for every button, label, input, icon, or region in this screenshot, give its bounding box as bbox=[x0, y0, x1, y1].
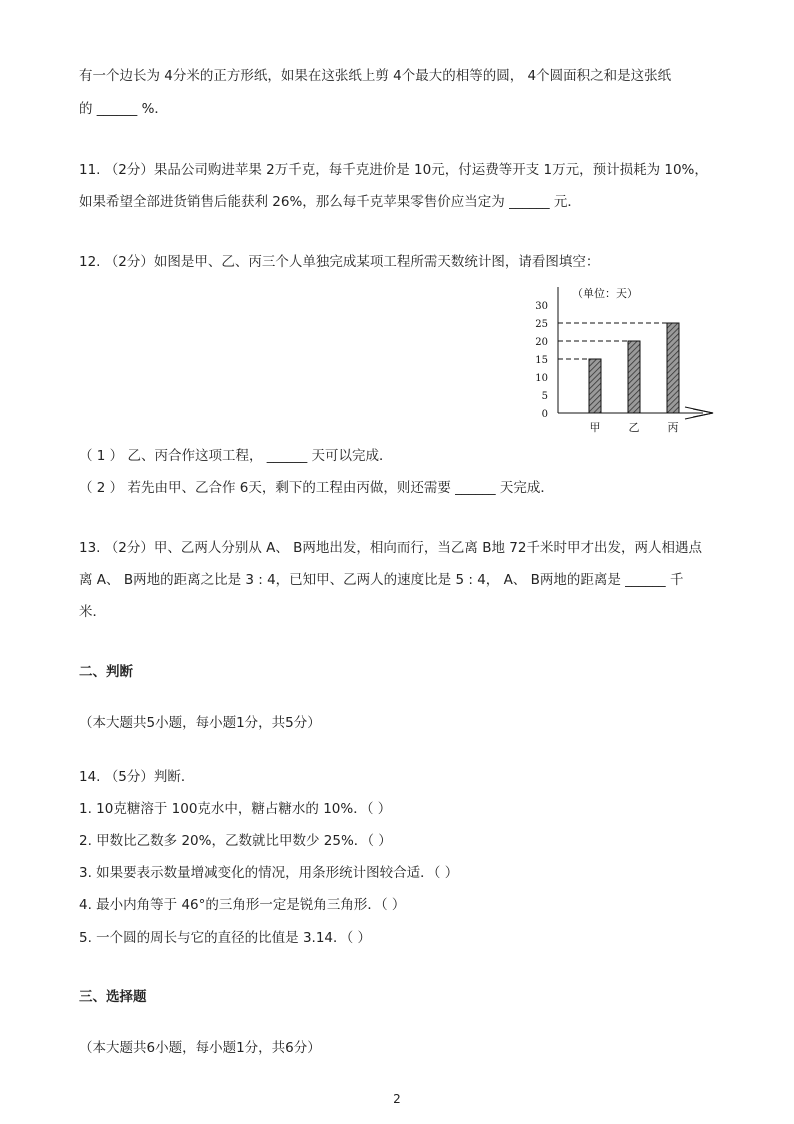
q12-line1: 12. （2分）如图是甲、乙、丙三个人单独完成某项工程所需天数统计图，请看图填空： bbox=[79, 254, 600, 270]
section3-note: （本大题共6小题，每小题1分，共6分） bbox=[79, 1040, 321, 1056]
y-tick-label: 20 bbox=[535, 337, 548, 348]
y-tick-label: 15 bbox=[535, 355, 548, 366]
y-tick-label: 30 bbox=[535, 301, 548, 312]
q11-line2: 如果希望全部进货销售后能获利 26%，那么每千克苹果零售价应当定为 ______ 元． bbox=[79, 194, 581, 210]
q10-line1: 有一个边长为 4分米的正方形纸，如果在这张纸上剪 4个最大的相等的圆， 4个圆面积之和是这张纸 bbox=[79, 68, 672, 84]
x-category-label: 甲 bbox=[589, 421, 601, 434]
bar-甲 bbox=[589, 359, 601, 413]
bar-丙 bbox=[667, 323, 679, 413]
q13-line1: 13. （2分）甲、乙两人分别从 A、 B两地出发，相向而行，当乙离 B地 72千米时甲才出发，两人相遇点 bbox=[79, 540, 702, 556]
section2-note: （本大题共5小题，每小题1分，共5分） bbox=[79, 715, 321, 731]
q14-item-1: 1. 10克糖溶于 100克水中，糖占糖水的 10%．（ ） bbox=[79, 801, 392, 817]
q11-line1: 11. （2分）果品公司购进苹果 2万千克，每千克进价是 10元，付运费等开支 1万元，预计损耗为 10%， bbox=[79, 162, 708, 178]
bar-乙 bbox=[628, 341, 640, 413]
q14-item-2: 2. 甲数比乙数多 20%，乙数就比甲数少 25%．（ ） bbox=[79, 833, 392, 849]
q14-item-4: 4. 最小内角等于 46°的三角形一定是锐角三角形．（ ） bbox=[79, 897, 406, 913]
x-category-label: 乙 bbox=[628, 421, 640, 434]
q12-sub2: （ 2 ） 若先由甲、乙合作 6天，剩下的工程由丙做，则还需要 ______ 天完成． bbox=[79, 480, 554, 496]
y-tick-label: 5 bbox=[541, 391, 548, 402]
q14-item-5: 5. 一个圆的周长与它的直径的比值是 3.14．（ ） bbox=[79, 930, 372, 946]
page-number: 2 bbox=[393, 1092, 401, 1106]
y-tick-label: 10 bbox=[535, 373, 548, 384]
y-tick-label: 0 bbox=[541, 409, 548, 420]
chart-title: （单位：天） bbox=[572, 287, 638, 300]
days-bar-chart bbox=[525, 283, 720, 438]
y-tick-label: 25 bbox=[535, 319, 548, 330]
q14-item-3: 3. 如果要表示数量增减变化的情况，用条形统计图较合适．（ ） bbox=[79, 865, 459, 881]
q12-sub1: （ 1 ） 乙、丙合作这项工程， ______ 天可以完成． bbox=[79, 448, 393, 464]
q10-line2: 的 ______ %． bbox=[79, 101, 168, 117]
q13-line3: 米． bbox=[79, 604, 106, 620]
section3-title: 三、选择题 bbox=[79, 989, 147, 1005]
x-category-label: 丙 bbox=[667, 421, 679, 434]
q13-line2: 离 A、 B两地的距离之比是 3 : 4，已知甲、乙两人的速度比是 5 : 4， A、 B两地的距离是 ______ 千 bbox=[79, 572, 684, 588]
q14-title: 14. （5分）判断． bbox=[79, 769, 195, 785]
section2-title: 二、判断 bbox=[79, 664, 133, 680]
